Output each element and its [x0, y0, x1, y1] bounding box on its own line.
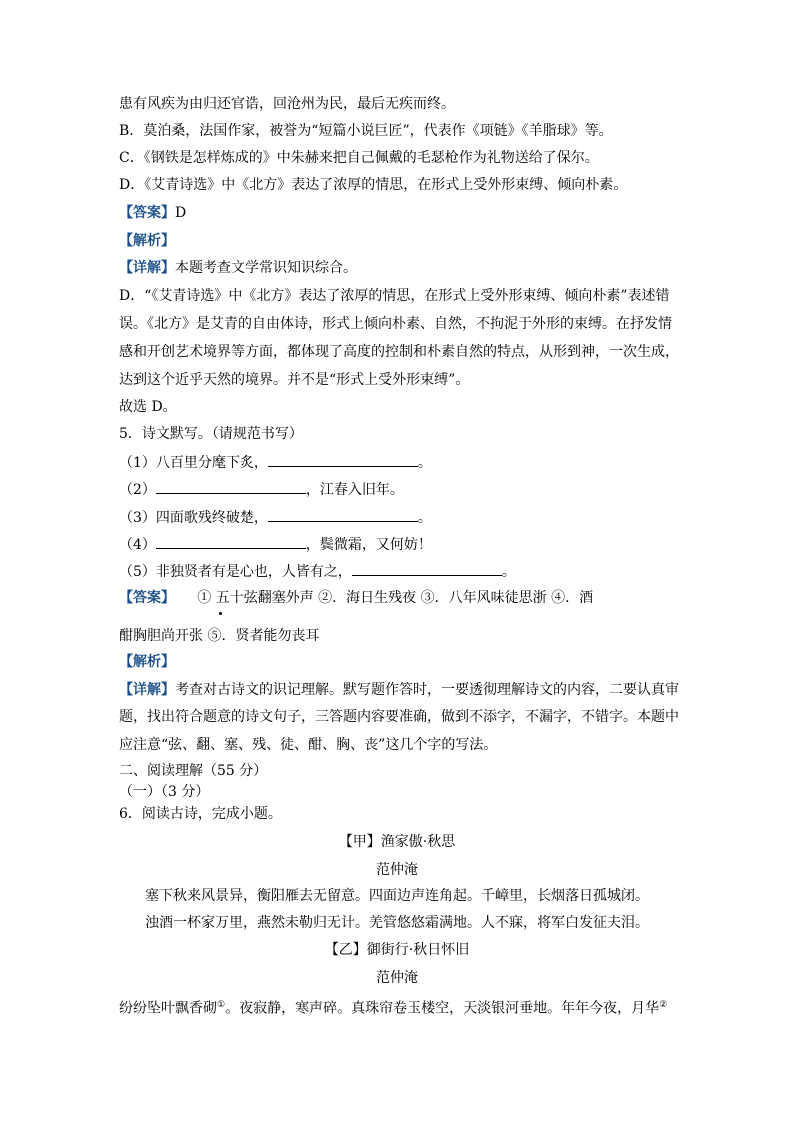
detail-text: 应注意“弦、翻、塞、残、徒、酣、胸、丧”这几个字的写法。 [119, 737, 498, 753]
answer-blank [268, 507, 418, 522]
q5-item-2: （2） ，江春入旧年。 [119, 479, 404, 500]
detail-line: 【详解】本题考查文学常识知识综合。 [119, 260, 357, 276]
q5-item-4: （4） ，鬓微霜，又何妨！ [119, 534, 432, 555]
poem-2-title: 【乙】御街行·秋日怀旧 [324, 942, 470, 958]
answer-blank [352, 561, 502, 576]
subsection-heading: （一）（3 分） [119, 784, 210, 800]
detail-text: 题，找出符合题意的诗文句子，三答题内容要准确，做到不添字，不漏字，不错字。本题中 [119, 709, 679, 725]
emphasis-dot [219, 612, 222, 615]
analysis-label: 【解析】 [119, 233, 175, 249]
footnote-marker: ① [217, 1000, 226, 1010]
poem-1-author: 范仲淹 [376, 862, 418, 878]
question-6-title: 6．阅读古诗，完成小题。 [119, 806, 282, 822]
answer-label: 【答案】 [119, 205, 175, 221]
answer-value: D [175, 205, 187, 221]
poem-1-title: 【甲】渔家傲·秋思 [338, 834, 456, 850]
poem-1-line: 浊酒一杯家万里，燕然未勒归无计。羌管悠悠霜满地。人不寐，将军白发征夫泪。 [145, 915, 649, 931]
q5-item-1: （1）八百里分麾下炙， 。 [119, 452, 432, 473]
section-heading: 二、阅读理解（55 分） [119, 763, 268, 779]
poem-2-line: 纷纷坠叶飘香砌①。夜寂静，寒声碎。真珠帘卷玉楼空，天淡银河垂地。年年今夜，月华② [119, 1000, 668, 1017]
answer-label: 【答案】 [119, 590, 175, 606]
text-line: 患有风疾为由归还官诰，回沧州为民，最后无疾而终。 [119, 96, 455, 112]
detail-label: 【详解】 [119, 260, 175, 276]
conclusion-text: 故选 D。 [119, 399, 177, 415]
detail-line: 【详解】考查对古诗文的识记理解。默写题作答时，一要透彻理解诗文的内容，二要认真审 [119, 682, 679, 698]
detail-text: D．“《艾青诗选》中《北方》表达了浓厚的情思，在形式上受外形束缚、倾向朴素”表述错 [119, 288, 670, 304]
answer-blank [156, 534, 306, 549]
answer-blank [156, 479, 306, 494]
detail-text: 达到这个近乎天然的境界。并不是“形式上受外形束缚”。 [119, 372, 470, 388]
option-b: B．莫泊桑，法国作家，被誉为“短篇小说巨匠”，代表作《项链》《羊脂球》等。 [119, 123, 613, 139]
q5-item-3: （3）四面歌残终破楚， 。 [119, 507, 432, 528]
poem-1-line: 塞下秋来风景异，衡阳雁去无留意。四面边声连角起。千嶂里，长烟落日孤城闭。 [145, 888, 649, 904]
answer-line-4 [119, 203, 186, 223]
detail-text: 误。《北方》是艾青的自由体诗，形式上倾向朴素、自然，不拘泥于外形的束缚。在抒发情 [119, 316, 672, 332]
answer-line-5-cont: 酣胸胆尚开张 ⑤．贤者能勿丧耳 [119, 628, 320, 644]
footnote-marker: ② [659, 1000, 668, 1010]
answer-blank [268, 452, 418, 467]
option-c: C．《钢铁是怎样炼成的》中朱赫来把自己佩戴的毛瑟枪作为礼物送给了保尔。 [119, 150, 599, 166]
answer-line-5: 【答案】 ① 五十弦翻塞外声 ②．海日生残夜 ③．八年风味徒思浙 ④．酒 [119, 590, 594, 606]
q5-item-5: （5）非独贤者有是心也，人皆有之， 。 [119, 561, 516, 582]
analysis-label: 【解析】 [119, 654, 175, 670]
detail-label: 【详解】 [119, 682, 175, 698]
question-5-title: 5．诗文默写。（请规范书写） [119, 426, 303, 442]
detail-text: 感和开创艺术境界等方面，都体现了高度的控制和朴素自然的特点，从形到神，一次生成， [119, 344, 679, 360]
poem-2-author: 范仲淹 [376, 970, 418, 986]
option-d: D．《艾青诗选》中《北方》表达了浓厚的情思，在形式上受外形束缚、倾向朴素。 [119, 177, 628, 193]
